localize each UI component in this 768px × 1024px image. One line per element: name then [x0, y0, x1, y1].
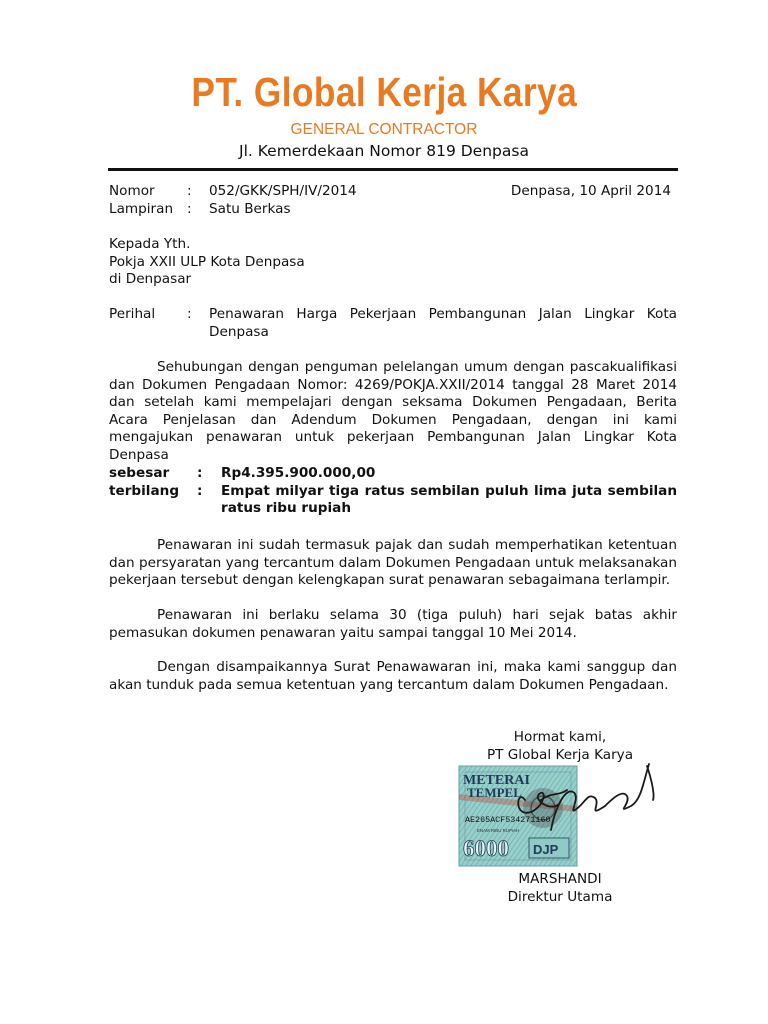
- nomor-label: Nomor: [109, 183, 155, 199]
- recipient: [109, 236, 677, 289]
- stamp-label-top: METERAI: [463, 773, 530, 788]
- letter-date: Denpasa, 10 April 2014: [510, 183, 671, 199]
- terbilang-value: Empat milyar tiga ratus sembilan puluh lima juta sembilan ratus ribu rupiah: [221, 482, 677, 516]
- lampiran-row: [109, 201, 677, 219]
- paragraph-2: Penawaran ini sudah termasuk pajak dan sudah memperhatikan ketentuan dan persyaratan yang tercantum dalam Dokumen Pengadaan untuk melaksanakan pekerjaan tersebut dengan kelengkapan surat penawaran sebagaimana terlampir.: [109, 537, 677, 588]
- sebesar-value: Rp4.395.900.000,00: [221, 465, 376, 481]
- recipient-line-2: Pokja XXII ULP Kota Denpasa: [109, 253, 305, 270]
- company-address: Jl. Kemerdekaan Nomor 819 Denpasa: [239, 142, 529, 160]
- colon: :: [197, 465, 203, 481]
- colon: :: [187, 306, 192, 322]
- revenue-stamp-icon: [455, 748, 665, 873]
- nomor-value: 052/GKK/SPH/IV/2014: [209, 183, 357, 199]
- sebesar-label: sebesar: [109, 465, 170, 481]
- subject-value: Penawaran Harga Pekerjaan Pembangunan Jalan Lingkar Kota Denpasa: [209, 306, 677, 340]
- header-divider: [108, 168, 678, 171]
- company-subtitle: GENERAL CONTRACTOR: [290, 121, 478, 138]
- stamp-small-text: ENAM RIBU RUPIAH: [477, 828, 520, 833]
- colon: :: [187, 200, 192, 217]
- signature-company: PT Global Kerja Karya: [486, 747, 634, 763]
- stamp-value: 6000: [463, 836, 509, 861]
- stamp-label-tempel: TEMPEL: [467, 785, 522, 800]
- paragraph-4: Dengan disampaikannya Surat Penawawaran ini, maka kami sanggup dan akan tunduk pada semua ketentuan yang tercantum dalam Dokumen Pengadaan.: [109, 659, 677, 693]
- signer-title: Direktur Utama: [507, 889, 613, 905]
- recipient-line-3: di Denpasar: [109, 271, 192, 287]
- colon: :: [187, 183, 192, 199]
- terbilang-label: terbilang: [109, 482, 180, 499]
- subject-label: Perihal: [109, 306, 156, 322]
- stamp-and-signature: [455, 748, 665, 873]
- stamp-code: AE265ACF534271160: [465, 815, 551, 825]
- colon: :: [197, 482, 203, 499]
- recipient-line-1: Kepada Yth.: [109, 236, 191, 252]
- lampiran-value: Satu Berkas: [209, 200, 291, 217]
- signer-name: MARSHANDI: [518, 871, 602, 887]
- subject: [109, 306, 677, 341]
- sebesar-row: [109, 465, 677, 483]
- offer-amount: [109, 465, 677, 518]
- terbilang-row: [109, 483, 677, 518]
- letterhead: [0, 66, 768, 161]
- closing-text: Hormat kami,: [513, 729, 607, 745]
- paragraph-3: Penawaran ini berlaku selama 30 (tiga puluh) hari sejak batas akhir pemasukan dokumen penawaran yaitu sampai tanggal 10 Mei 2014.: [109, 607, 677, 641]
- letter-meta: [109, 183, 677, 218]
- stamp-unit: DJP: [533, 842, 559, 857]
- company-name: PT. Global Kerja Karya: [191, 69, 577, 115]
- paragraph-1: Sehubungan dengan penguman pelelangan umum dengan pascakualifikasi dan Dokumen Pengadaan Nomor: 4269/POKJA.XXII/2014 tanggal 28 Maret 2014 dan setelah kami mempelajari dengan seksama Dokumen Pengadaan, Berita Acara Penjelasan dan Adendum Dokumen Pengadaan, dengan ini kami mengajukan penawaran untuk pekerjaan Pembangunan Jalan Lingkar Kota Denpasa: [109, 359, 677, 463]
- lampiran-label: Lampiran: [109, 200, 174, 217]
